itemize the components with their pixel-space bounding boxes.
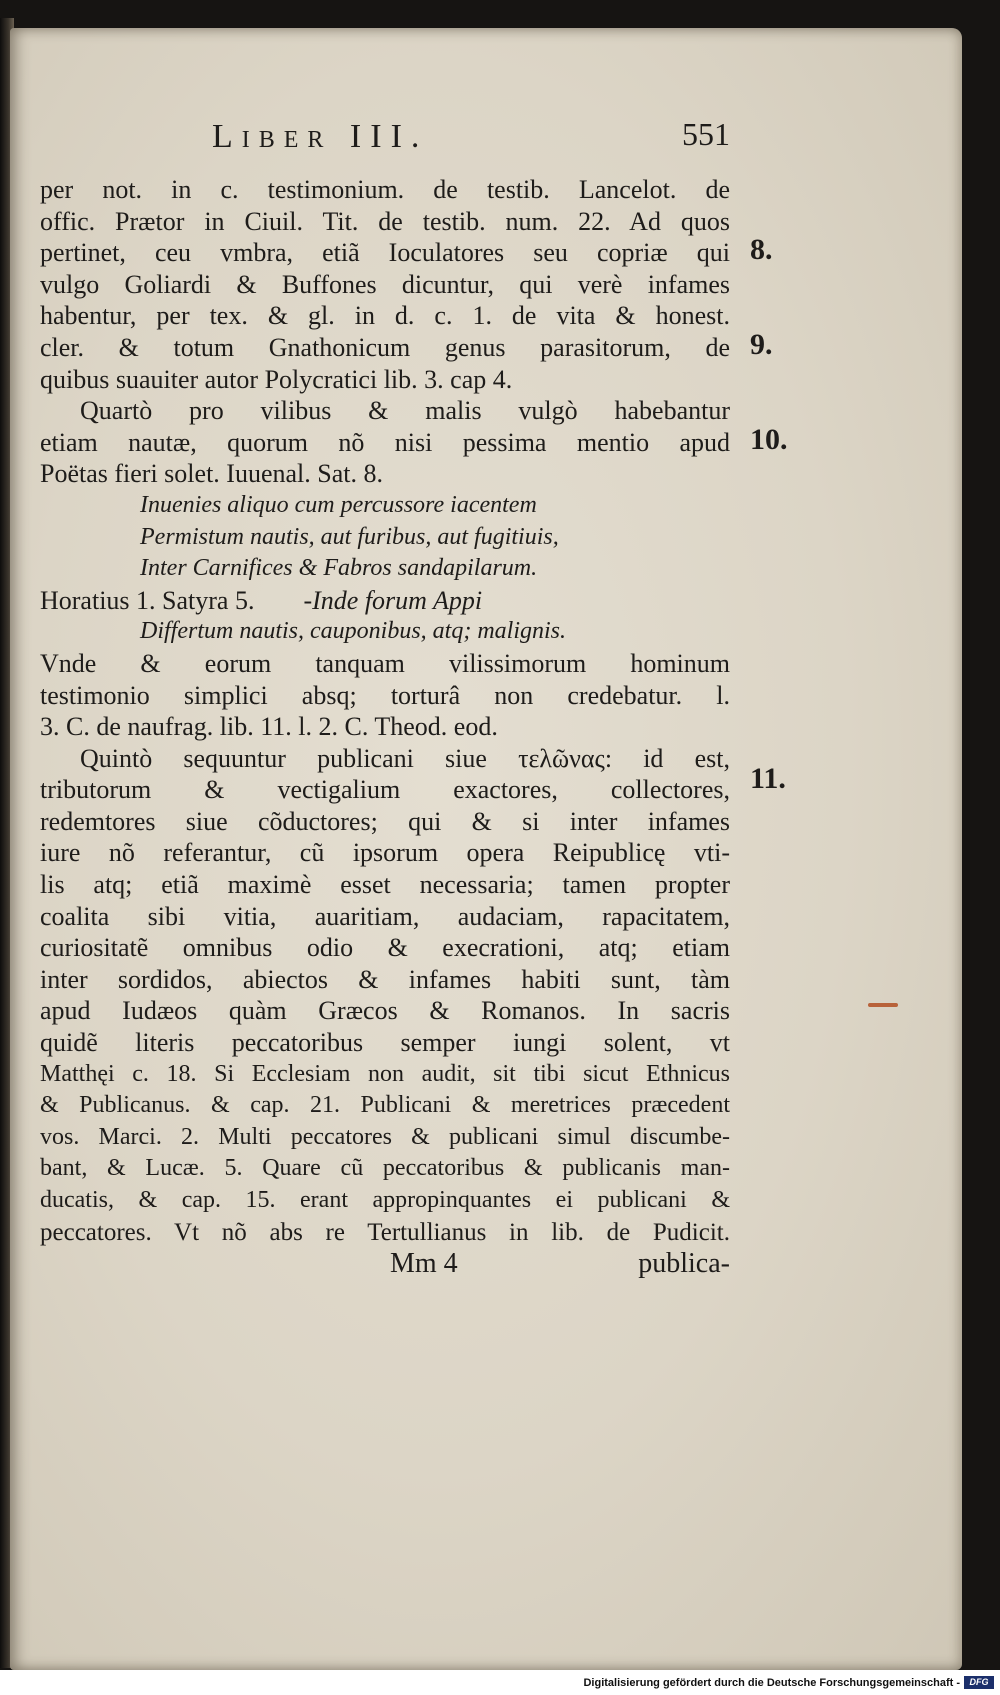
text-line: quibus suauiter autor Polycratici lib. 3. cap 4. (40, 364, 513, 394)
text-line: curiositatẽ omnibus odio & execrationi, atq; etiam (40, 933, 730, 963)
text-line: redemtores siue cõductores; qui & si inter infames (40, 806, 730, 836)
text-line: vulgo Goliardi & Buffones dicuntur, qui verè infames (40, 269, 730, 299)
scan-background (0, 0, 1000, 28)
margin-note-number: 10. (750, 423, 788, 456)
verse-line: Differtum nautis, cauponibus, atq; malignis. (140, 618, 566, 645)
text-line: apud Iudæos quàm Græcos & Romanos. In sacris (40, 996, 730, 1026)
page-number: 551 (682, 116, 730, 152)
text-line: coalita sibi vitia, auaritiam, audaciam, rapacitatem, (40, 901, 730, 931)
signature-mark: Mm 4 (390, 1248, 458, 1280)
text-line: 3. C. de naufrag. lib. 11. l. 2. C. Theod. eod. (40, 712, 498, 742)
text-line: tributorum & vectigalium exactores, collectores, (40, 775, 730, 805)
text-line: Poëtas fieri solet. Iuuenal. Sat. 8. (40, 459, 383, 489)
text-line: habentur, per tex. & gl. in d. c. 1. de vita & honest. (40, 301, 730, 331)
text-line: ducatis, & cap. 15. erant appropinquantes ei publicani & (40, 1187, 730, 1213)
text-line: Quintò sequuntur publicani siue τελῶνας: id est, (80, 743, 730, 773)
text-line: pertinet, ceu vmbra, etiã Ioculatores seu copriæ qui (40, 238, 730, 268)
margin-ink-mark (868, 1003, 898, 1007)
page-text-block (40, 118, 730, 1288)
text-line: lis atq; etiã maximè esset necessaria; tamen propter (40, 870, 730, 900)
running-head: Liber III. (212, 118, 429, 155)
text-line: etiam nautæ, quorum nõ nisi pessima mentio apud (40, 427, 730, 457)
text-line: peccatores. Vt nõ abs re Tertullianus in lib. de Pudicit. (40, 1218, 730, 1246)
text-line: inter sordidos, abiectos & infames habiti sunt, tàm (40, 964, 730, 994)
text-line: bant, & Lucæ. 5. Quare cũ peccatoribus & publicanis man- (40, 1155, 730, 1182)
text-line: iure nõ referantur, cũ ipsorum opera Reipublicę vti- (40, 838, 730, 868)
verse-line: Inuenies aliquo cum percussore iacentem (140, 491, 537, 518)
horatius-line (40, 585, 730, 617)
page-footer (40, 1248, 730, 1288)
horatius-quote-start: -Inde forum Appi (303, 585, 483, 615)
text-line: per not. in c. testimonium. de testib. Lancelot. de (40, 175, 730, 204)
margin-note-number: 9. (750, 328, 773, 361)
text-line: vos. Marci. 2. Multi peccatores & publicani simul discumbe- (40, 1123, 730, 1150)
page-header (40, 118, 730, 174)
text-line: testimonio simplici absq; torturâ non credebatur. l. (40, 680, 730, 710)
verse-line: Permistum nautis, aut furibus, aut fugitiuis, (140, 523, 559, 550)
text-line: Matthęi c. 18. Si Ecclesiam non audit, sit tibi sicut Ethnicus (40, 1060, 730, 1087)
margin-note-number: 8. (750, 233, 773, 266)
text-line: Quartò pro vilibus & malis vulgò habebantur (80, 396, 730, 426)
verse-line: Inter Carnifices & Fabros sandapilarum. (140, 555, 538, 582)
margin-note-number: 11. (750, 762, 786, 795)
text-line: cler. & totum Gnathonicum genus parasitorum, de (40, 332, 730, 362)
horatius-citation: Horatius 1. Satyra 5. (40, 585, 255, 615)
dfg-logo: DFG (964, 1676, 994, 1689)
text-line: Vnde & eorum tanquam vilissimorum hominum (40, 648, 730, 678)
text-line: offic. Prætor in Ciuil. Tit. de testib. num. 22. Ad quos (40, 206, 730, 236)
text-line: quidẽ literis peccatoribus semper iungi solent, vt (40, 1028, 730, 1058)
text-line: & Publicanus. & cap. 21. Publicani & meretrices præcedent (40, 1092, 730, 1119)
digitization-credit: Digitalisierung gefördert durch die Deutsche Forschungsgemeinschaft - (583, 1677, 960, 1689)
catchword: publica- (638, 1248, 730, 1280)
